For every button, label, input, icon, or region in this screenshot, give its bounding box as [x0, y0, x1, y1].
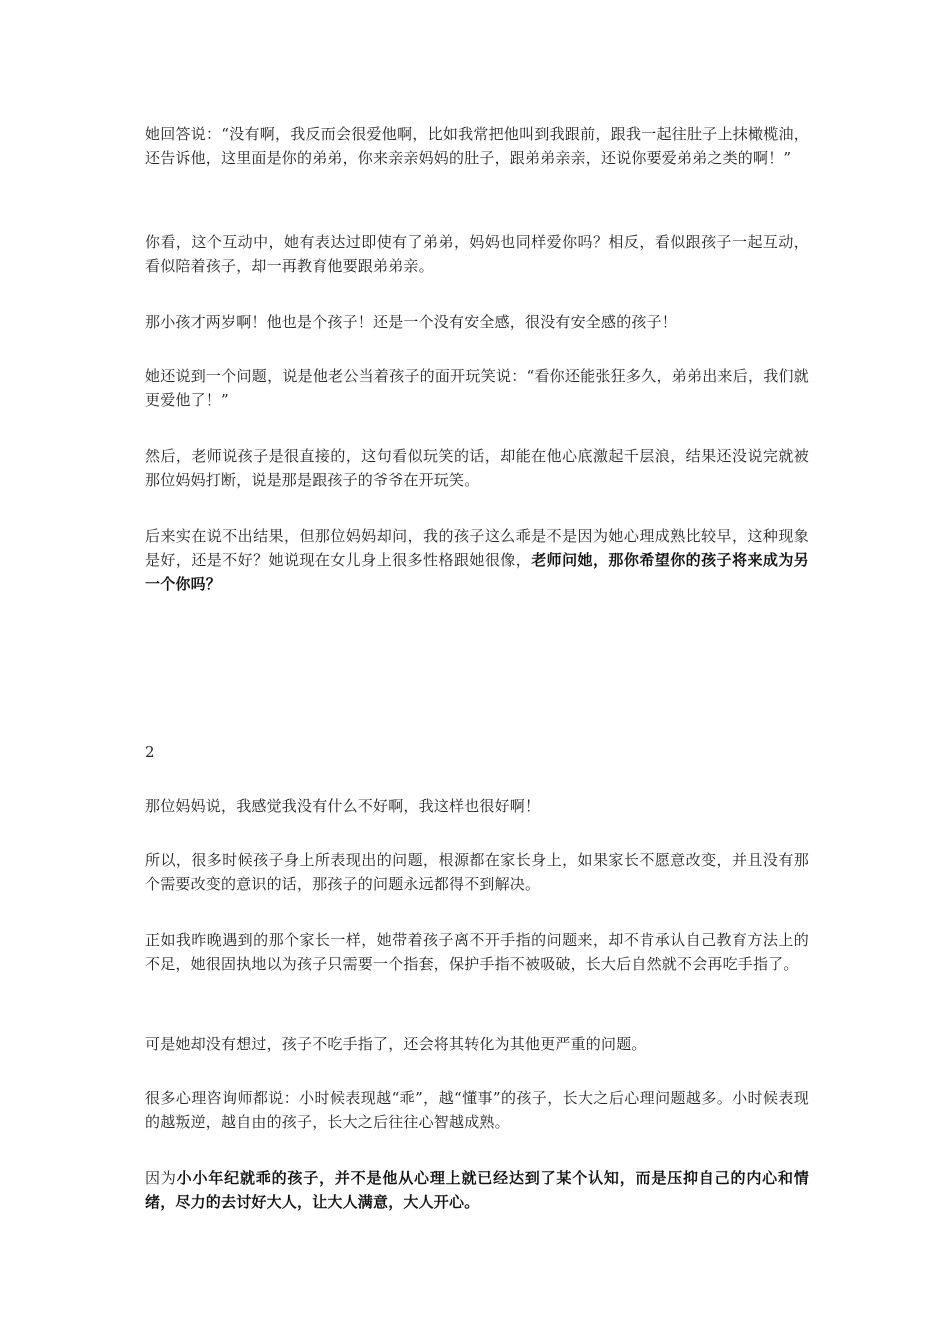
paragraph: 那位妈妈说，我感觉我没有什么不好啊，我这样也很好啊！ — [145, 797, 541, 815]
paragraph: 正如我昨晚遇到的那个家长一样，她带着孩子离不开手指的问题来，却不肯承认自己教育方法上的不足，她很固执地以为孩子只需要一个指套，保护手指不被吸破，长大后自然就不会再吃手指了。 — [145, 931, 809, 973]
paragraph: 那小孩才两岁啊！他也是个孩子！还是一个没有安全感，很没有安全感的孩子！ — [145, 313, 678, 331]
paragraph: 所以，很多时候孩子身上所表现出的问题，根源都在家长身上，如果家长不愿意改变，并且没有那个需要改变的意识的话，那孩子的问题永远都得不到解决。 — [145, 851, 809, 893]
paragraph-text: 后来实在说不出结果，但那位妈妈却问，我的孩子这么乖是不是因为她心理成熟比较早，这种现象是好，还是不好？她说现在女儿身上很多性格跟她很像， — [145, 527, 809, 569]
paragraph: 然后，老师说孩子是很直接的，这句看似玩笑的话，却能在他心底激起千层浪，结果还没说完就被那位妈妈打断，说是那是跟孩子的爷爷在开玩笑。 — [145, 447, 809, 489]
paragraph: 很多心理咨询师都说：小时候表现越“乖”，越“懂事”的孩子，长大之后心理问题越多。小时候表现的越叛逆，越自由的孩子，长大之后往往心智越成熟。 — [145, 1089, 809, 1131]
section-number: 2 — [145, 743, 155, 761]
paragraph-bold-text: 小小年纪就乖的孩子，并不是他从心理上就已经达到了某个认知，而是压抑自己的内心和情绪，尽力的去讨好大人，让大人满意，大人开心。 — [145, 1169, 809, 1211]
paragraph-text: 因为 — [145, 1169, 177, 1187]
paragraph: 可是她却没有想过，孩子不吃手指了，还会将其转化为其他更严重的问题。 — [145, 1035, 647, 1053]
paragraph: 她还说到一个问题，说是他老公当着孩子的面开玩笑说：“看你还能张狂多久，弟弟出来后，我们就更爱他了！” — [145, 367, 809, 409]
paragraph: 你看，这个互动中，她有表达过即使有了弟弟，妈妈也同样爱你吗？相反，看似跟孩子一起互动，看似陪着孩子，却一再教育他要跟弟弟亲。 — [145, 233, 809, 275]
paragraph: 她回答说：“没有啊，我反而会很爱他啊，比如我常把他叫到我跟前，跟我一起往肚子上抹橄榄油，还告诉他，这里面是你的弟弟，你来亲亲妈妈的肚子，跟弟弟亲亲，还说你要爱弟弟之类的啊！” — [145, 125, 809, 167]
paragraph-bold-text: 老师问她，那你希望你的孩子将来成为另一个你吗？ — [145, 551, 809, 593]
paragraph — [145, 524, 809, 596]
paragraph — [145, 1166, 809, 1214]
